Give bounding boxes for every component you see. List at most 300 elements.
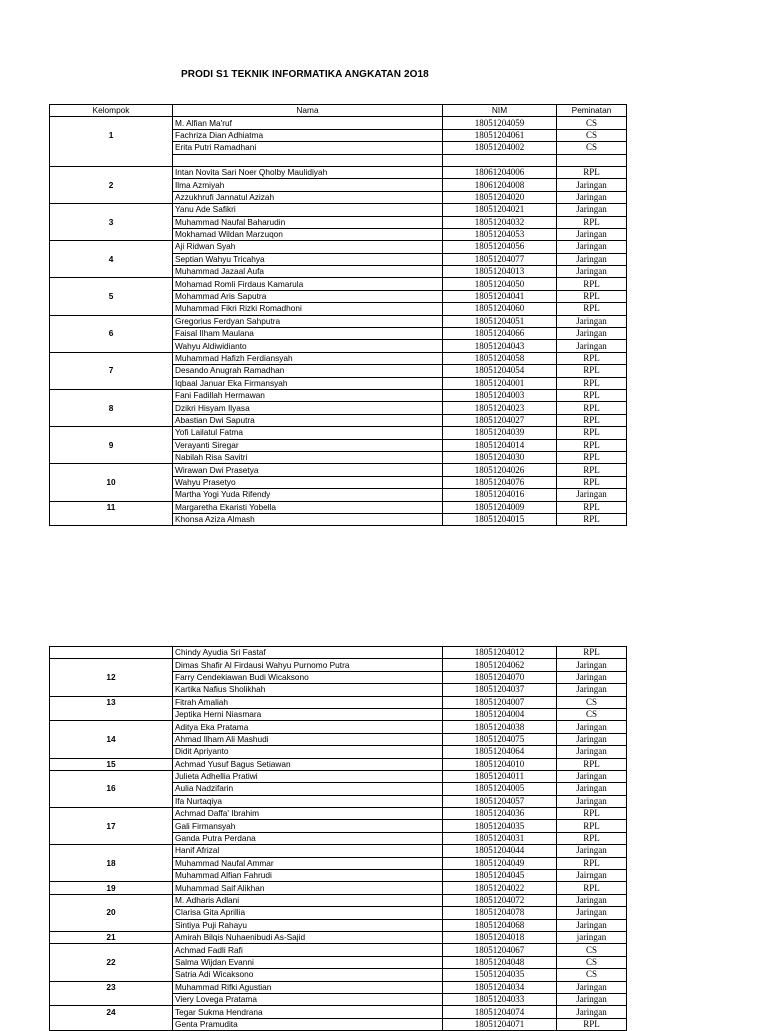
table-row: [50, 464, 627, 476]
peminatan-cell: Jaringan: [557, 204, 627, 216]
nama-cell: Muhammad Naufal Baharudin: [173, 216, 443, 228]
nama-cell: Desando Anugrah Ramadhan: [173, 365, 443, 377]
table-row: [50, 919, 627, 931]
kelompok-cell: 24: [50, 1006, 173, 1018]
nama-cell: Fachriza Dian Adhiatma: [173, 129, 443, 141]
table-row: [50, 808, 627, 820]
nim-cell: 18051204022: [443, 882, 557, 894]
table-row: [50, 721, 627, 733]
nama-cell: Muhammad Hafizh Ferdiansyah: [173, 352, 443, 364]
table-row: [50, 166, 627, 178]
kelompok-cell: [50, 204, 173, 216]
nama-cell: Mokhamad Wildan Marzuqon: [173, 228, 443, 240]
nama-cell: Muhammad Alfian Fahrudi: [173, 870, 443, 882]
nim-cell: 18051204026: [443, 464, 557, 476]
peminatan-cell: CS: [557, 117, 627, 129]
nim-cell: 18051204035: [443, 820, 557, 832]
kelompok-cell: [50, 770, 173, 782]
kelompok-cell: 11: [50, 501, 173, 513]
peminatan-cell: Jaringan: [557, 684, 627, 696]
peminatan-cell: RPL: [557, 513, 627, 525]
peminatan-cell: Jaringan: [557, 489, 627, 501]
peminatan-cell: Jaringan: [557, 795, 627, 807]
nim-cell: 18051204039: [443, 427, 557, 439]
nim-cell: 18061204006: [443, 166, 557, 178]
nama-cell: Julieta Adhellia Pratiwi: [173, 770, 443, 782]
kelompok-cell: [50, 117, 173, 129]
nim-cell: 18051204034: [443, 981, 557, 993]
nama-cell: Septian Wahyu Tricahya: [173, 253, 443, 265]
nim-cell: 18051204057: [443, 795, 557, 807]
nim-cell: 18051204051: [443, 315, 557, 327]
nama-cell: Muhammad Saif Alikhan: [173, 882, 443, 894]
group-table-bottom: [49, 646, 627, 1031]
nim-cell: 18051204074: [443, 1006, 557, 1018]
peminatan-cell: RPL: [557, 439, 627, 451]
nim-cell: 18051204071: [443, 1018, 557, 1030]
nim-cell: 18051204056: [443, 241, 557, 253]
kelompok-cell: [50, 154, 173, 166]
nim-cell: 18051204027: [443, 414, 557, 426]
nama-cell: Jeptika Herni Niasmara: [173, 708, 443, 720]
peminatan-cell: Jaringan: [557, 179, 627, 191]
nama-cell: Satria Adi Wicaksono: [173, 969, 443, 981]
nim-cell: 18051204030: [443, 451, 557, 463]
nim-cell: 18051204010: [443, 758, 557, 770]
peminatan-cell: RPL: [557, 290, 627, 302]
kelompok-cell: 6: [50, 328, 173, 340]
nama-cell: Yofi Lailatul Fatma: [173, 427, 443, 439]
kelompok-cell: 7: [50, 365, 173, 377]
table-row: [50, 179, 627, 191]
table-row: [50, 377, 627, 389]
kelompok-cell: 21: [50, 931, 173, 943]
peminatan-cell: CS: [557, 142, 627, 154]
nim-cell: 18051204062: [443, 659, 557, 671]
table-row: [50, 340, 627, 352]
kelompok-cell: [50, 377, 173, 389]
nim-cell: 18051204058: [443, 352, 557, 364]
nim-cell: 18051204038: [443, 721, 557, 733]
kelompok-cell: [50, 142, 173, 154]
nama-cell: Azzukhrufi Jannatul Azizah: [173, 191, 443, 203]
nama-cell: Fitrah Amaliah: [173, 696, 443, 708]
kelompok-cell: 12: [50, 671, 173, 683]
peminatan-cell: RPL: [557, 303, 627, 315]
table-row: [50, 684, 627, 696]
kelompok-cell: [50, 352, 173, 364]
nama-cell: Didit Apriyanto: [173, 746, 443, 758]
nama-cell: [173, 154, 443, 166]
peminatan-cell: Jaringan: [557, 746, 627, 758]
kelompok-cell: [50, 969, 173, 981]
nama-cell: Abastian Dwi Saputra: [173, 414, 443, 426]
nama-cell: Salma Wijdan Evanni: [173, 956, 443, 968]
nim-cell: 18051204068: [443, 919, 557, 931]
peminatan-cell: RPL: [557, 647, 627, 659]
table-row: [50, 671, 627, 683]
nama-cell: Achmad Daffa' Ibrahim: [173, 808, 443, 820]
peminatan-cell: Jaringan: [557, 783, 627, 795]
group-table-top: [49, 104, 627, 526]
peminatan-cell: RPL: [557, 216, 627, 228]
nama-cell: Intan Novita Sari Noer Qholby Maulidiyah: [173, 166, 443, 178]
peminatan-cell: RPL: [557, 352, 627, 364]
table-row: [50, 402, 627, 414]
table-row: [50, 708, 627, 720]
nim-cell: 18051204041: [443, 290, 557, 302]
peminatan-cell: Jaringan: [557, 733, 627, 745]
nim-cell: 18051204061: [443, 129, 557, 141]
header-nama: Nama: [173, 105, 443, 117]
nim-cell: 18051204036: [443, 808, 557, 820]
kelompok-cell: [50, 191, 173, 203]
kelompok-cell: [50, 315, 173, 327]
peminatan-cell: RPL: [557, 882, 627, 894]
table-row: [50, 894, 627, 906]
peminatan-cell: Jaringan: [557, 266, 627, 278]
nim-cell: 18051204060: [443, 303, 557, 315]
table-row: [50, 414, 627, 426]
nama-cell: Khonsa Aziza Almash: [173, 513, 443, 525]
document-title: PRODI S1 TEKNIK INFORMATIKA ANGKATAN 2O18: [181, 69, 429, 80]
kelompok-cell: [50, 266, 173, 278]
table-row: [50, 142, 627, 154]
nama-cell: Ilma Azmiyah: [173, 179, 443, 191]
nama-cell: Mohamad Romli Firdaus Kamarula: [173, 278, 443, 290]
table-row: [50, 981, 627, 993]
table-row: [50, 266, 627, 278]
nama-cell: Kartika Nafius Sholikhah: [173, 684, 443, 696]
nim-cell: 18051204044: [443, 845, 557, 857]
kelompok-cell: 2: [50, 179, 173, 191]
nim-cell: 18051204021: [443, 204, 557, 216]
nim-cell: 18051204072: [443, 894, 557, 906]
kelompok-cell: [50, 684, 173, 696]
table-row: [50, 489, 627, 501]
table-row: [50, 845, 627, 857]
peminatan-cell: RPL: [557, 451, 627, 463]
peminatan-cell: Jairngan: [557, 870, 627, 882]
nim-cell: 18051204076: [443, 476, 557, 488]
nama-cell: Muhammad Jazaal Aufa: [173, 266, 443, 278]
table-header-row: [50, 105, 627, 117]
table-row: [50, 758, 627, 770]
kelompok-cell: [50, 721, 173, 733]
kelompok-cell: 17: [50, 820, 173, 832]
table-row: [50, 659, 627, 671]
nama-cell: Martha Yogi Yuda Rifendy: [173, 489, 443, 501]
nim-cell: 18051204064: [443, 746, 557, 758]
table-row: [50, 439, 627, 451]
peminatan-cell: Jaringan: [557, 894, 627, 906]
table-row: [50, 117, 627, 129]
nama-cell: Ahmad Ilham Ali Mashudi: [173, 733, 443, 745]
table-row: [50, 882, 627, 894]
kelompok-cell: [50, 427, 173, 439]
peminatan-cell: RPL: [557, 166, 627, 178]
nim-cell: 18051204066: [443, 328, 557, 340]
table-row: [50, 832, 627, 844]
nim-cell: 18051204015: [443, 513, 557, 525]
nim-cell: 18051204002: [443, 142, 557, 154]
table-row: [50, 907, 627, 919]
nim-cell: 18051204050: [443, 278, 557, 290]
peminatan-cell: Jaringan: [557, 659, 627, 671]
table-row: [50, 290, 627, 302]
table-row: [50, 352, 627, 364]
nim-cell: 18051204077: [443, 253, 557, 265]
nim-cell: 18051204078: [443, 907, 557, 919]
kelompok-cell: 9: [50, 439, 173, 451]
kelompok-cell: [50, 795, 173, 807]
kelompok-cell: 4: [50, 253, 173, 265]
table-row: [50, 956, 627, 968]
nim-cell: 18051204033: [443, 993, 557, 1005]
peminatan-cell: Jaringan: [557, 228, 627, 240]
kelompok-cell: [50, 808, 173, 820]
kelompok-cell: [50, 451, 173, 463]
nama-cell: Wahyu Prasetyo: [173, 476, 443, 488]
kelompok-cell: [50, 746, 173, 758]
kelompok-cell: 20: [50, 907, 173, 919]
nim-cell: 18051204018: [443, 931, 557, 943]
nim-cell: [443, 154, 557, 166]
nim-cell: 18061204008: [443, 179, 557, 191]
table-row: [50, 1006, 627, 1018]
kelompok-cell: [50, 659, 173, 671]
kelompok-cell: [50, 870, 173, 882]
peminatan-cell: Jaringan: [557, 340, 627, 352]
table-row: [50, 820, 627, 832]
kelompok-cell: [50, 708, 173, 720]
kelompok-cell: [50, 166, 173, 178]
kelompok-cell: 18: [50, 857, 173, 869]
kelompok-cell: [50, 241, 173, 253]
nama-cell: Iqbaal Januar Eka Firmansyah: [173, 377, 443, 389]
nim-cell: 18051204031: [443, 832, 557, 844]
nim-cell: 18051204067: [443, 944, 557, 956]
nama-cell: Achmad Yusuf Bagus Setiawan: [173, 758, 443, 770]
peminatan-cell: RPL: [557, 402, 627, 414]
table-row: [50, 944, 627, 956]
nama-cell: Aulia Nadzifarin: [173, 783, 443, 795]
peminatan-cell: RPL: [557, 832, 627, 844]
peminatan-cell: Jaringan: [557, 919, 627, 931]
nama-cell: Genta Pramudita: [173, 1018, 443, 1030]
nim-cell: 18051204014: [443, 439, 557, 451]
peminatan-cell: RPL: [557, 808, 627, 820]
table-row: [50, 253, 627, 265]
nim-cell: 18051204070: [443, 671, 557, 683]
nim-cell: 18051204054: [443, 365, 557, 377]
peminatan-cell: RPL: [557, 476, 627, 488]
nama-cell: Viery Lovega Pratama: [173, 993, 443, 1005]
table-row: [50, 993, 627, 1005]
table-row: [50, 216, 627, 228]
kelompok-cell: 16: [50, 783, 173, 795]
nim-cell: 18051204003: [443, 389, 557, 401]
nim-cell: 18051204023: [443, 402, 557, 414]
peminatan-cell: Jaringan: [557, 191, 627, 203]
nama-cell: Verayanti Siregar: [173, 439, 443, 451]
table-row: [50, 191, 627, 203]
nim-cell: 18051204013: [443, 266, 557, 278]
table-row: [50, 303, 627, 315]
nim-cell: 18051204075: [443, 733, 557, 745]
table-row: [50, 204, 627, 216]
nim-cell: 18051204005: [443, 783, 557, 795]
kelompok-cell: 14: [50, 733, 173, 745]
table-row: [50, 278, 627, 290]
nama-cell: Sintiya Puji Rahayu: [173, 919, 443, 931]
kelompok-cell: [50, 513, 173, 525]
nama-cell: Tegar Sukma Hendrana: [173, 1006, 443, 1018]
peminatan-cell: Jaringan: [557, 721, 627, 733]
table-row: [50, 696, 627, 708]
nim-cell: 18051204004: [443, 708, 557, 720]
nim-cell: 18051204043: [443, 340, 557, 352]
nama-cell: Mohammad Aris Saputra: [173, 290, 443, 302]
nama-cell: Ganda Putra Perdana: [173, 832, 443, 844]
peminatan-cell: Jaringan: [557, 315, 627, 327]
peminatan-cell: RPL: [557, 758, 627, 770]
table-row: [50, 228, 627, 240]
table-row: [50, 746, 627, 758]
peminatan-cell: RPL: [557, 1018, 627, 1030]
nama-cell: Yanu Ade Safikri: [173, 204, 443, 216]
nama-cell: M. Alfian Ma'ruf: [173, 117, 443, 129]
peminatan-cell: RPL: [557, 820, 627, 832]
peminatan-cell: [557, 154, 627, 166]
nim-cell: 18051204045: [443, 870, 557, 882]
kelompok-cell: 8: [50, 402, 173, 414]
table-row: [50, 1018, 627, 1030]
nim-cell: 18051204007: [443, 696, 557, 708]
peminatan-cell: RPL: [557, 414, 627, 426]
kelompok-cell: 1: [50, 129, 173, 141]
kelompok-cell: [50, 340, 173, 352]
table-row: [50, 328, 627, 340]
peminatan-cell: RPL: [557, 377, 627, 389]
peminatan-cell: CS: [557, 696, 627, 708]
nama-cell: Dimas Shafir Al Firdausi Wahyu Purnomo Putra: [173, 659, 443, 671]
peminatan-cell: CS: [557, 129, 627, 141]
kelompok-cell: [50, 919, 173, 931]
kelompok-cell: [50, 1018, 173, 1030]
table-row: [50, 783, 627, 795]
peminatan-cell: RPL: [557, 278, 627, 290]
kelompok-cell: 13: [50, 696, 173, 708]
nama-cell: Clarisa Gita Aprillia: [173, 907, 443, 919]
nim-cell: 18051204032: [443, 216, 557, 228]
peminatan-cell: jaringan: [557, 931, 627, 943]
kelompok-cell: 15: [50, 758, 173, 770]
header-nim: NIM: [443, 105, 557, 117]
nama-cell: Aditya Eka Pratama: [173, 721, 443, 733]
table-row: [50, 501, 627, 513]
kelompok-cell: 22: [50, 956, 173, 968]
nama-cell: Aji Ridwan Syah: [173, 241, 443, 253]
table-row: [50, 315, 627, 327]
nama-cell: M. Adharis Adlani: [173, 894, 443, 906]
peminatan-cell: Jaringan: [557, 993, 627, 1005]
table-top-body: [50, 117, 627, 526]
nim-cell: 18051204037: [443, 684, 557, 696]
nama-cell: Wahyu Aldiwidianto: [173, 340, 443, 352]
nama-cell: Muhammad Fikri Rizki Romadhoni: [173, 303, 443, 315]
table-row: [50, 931, 627, 943]
nama-cell: Faisal Ilham Maulana: [173, 328, 443, 340]
peminatan-cell: Jaringan: [557, 845, 627, 857]
peminatan-cell: RPL: [557, 365, 627, 377]
nama-cell: Amirah Bilqis Nuhaenibudi As-Sajid: [173, 931, 443, 943]
table-row: [50, 870, 627, 882]
table-row: [50, 365, 627, 377]
nama-cell: Gali Firmansyah: [173, 820, 443, 832]
nama-cell: Muhammad Rifki Agustian: [173, 981, 443, 993]
header-peminatan: Peminatan: [557, 105, 627, 117]
nim-cell: 18051204011: [443, 770, 557, 782]
peminatan-cell: RPL: [557, 427, 627, 439]
peminatan-cell: RPL: [557, 464, 627, 476]
peminatan-cell: Jaringan: [557, 907, 627, 919]
peminatan-cell: RPL: [557, 501, 627, 513]
kelompok-cell: [50, 832, 173, 844]
peminatan-cell: CS: [557, 969, 627, 981]
nim-cell: 18051204016: [443, 489, 557, 501]
table-row: [50, 129, 627, 141]
nama-cell: Gregorius Ferdyan Sahputra: [173, 315, 443, 327]
nama-cell: Ifa Nurtaqiya: [173, 795, 443, 807]
peminatan-cell: CS: [557, 956, 627, 968]
kelompok-cell: [50, 414, 173, 426]
nama-cell: Muhammad Naufal Ammar: [173, 857, 443, 869]
peminatan-cell: Jaringan: [557, 770, 627, 782]
nim-cell: 18051204020: [443, 191, 557, 203]
nama-cell: Nabilah Risa Savitri: [173, 451, 443, 463]
nim-cell: 18051204053: [443, 228, 557, 240]
kelompok-cell: 23: [50, 981, 173, 993]
table-row: [50, 427, 627, 439]
nama-cell: Chindy Ayudia Sri Fastaf: [173, 647, 443, 659]
nama-cell: Erita Putri Ramadhani: [173, 142, 443, 154]
kelompok-cell: [50, 464, 173, 476]
table-row: [50, 451, 627, 463]
table-row: [50, 241, 627, 253]
table-row: [50, 770, 627, 782]
table-row: [50, 795, 627, 807]
nama-cell: Margaretha Ekaristi Yobella: [173, 501, 443, 513]
kelompok-cell: [50, 894, 173, 906]
kelompok-cell: [50, 489, 173, 501]
nama-cell: Hanif Afrizal: [173, 845, 443, 857]
peminatan-cell: Jaringan: [557, 981, 627, 993]
kelompok-cell: [50, 389, 173, 401]
nim-cell: 18051204049: [443, 857, 557, 869]
kelompok-cell: 3: [50, 216, 173, 228]
nim-cell: 18051204048: [443, 956, 557, 968]
header-kelompok: Kelompok: [50, 105, 173, 117]
table-row: [50, 154, 627, 166]
peminatan-cell: Jaringan: [557, 671, 627, 683]
kelompok-cell: [50, 993, 173, 1005]
nim-cell: 18051204059: [443, 117, 557, 129]
table-bottom-body: [50, 647, 627, 1031]
kelompok-cell: [50, 228, 173, 240]
kelompok-cell: [50, 845, 173, 857]
table-row: [50, 647, 627, 659]
